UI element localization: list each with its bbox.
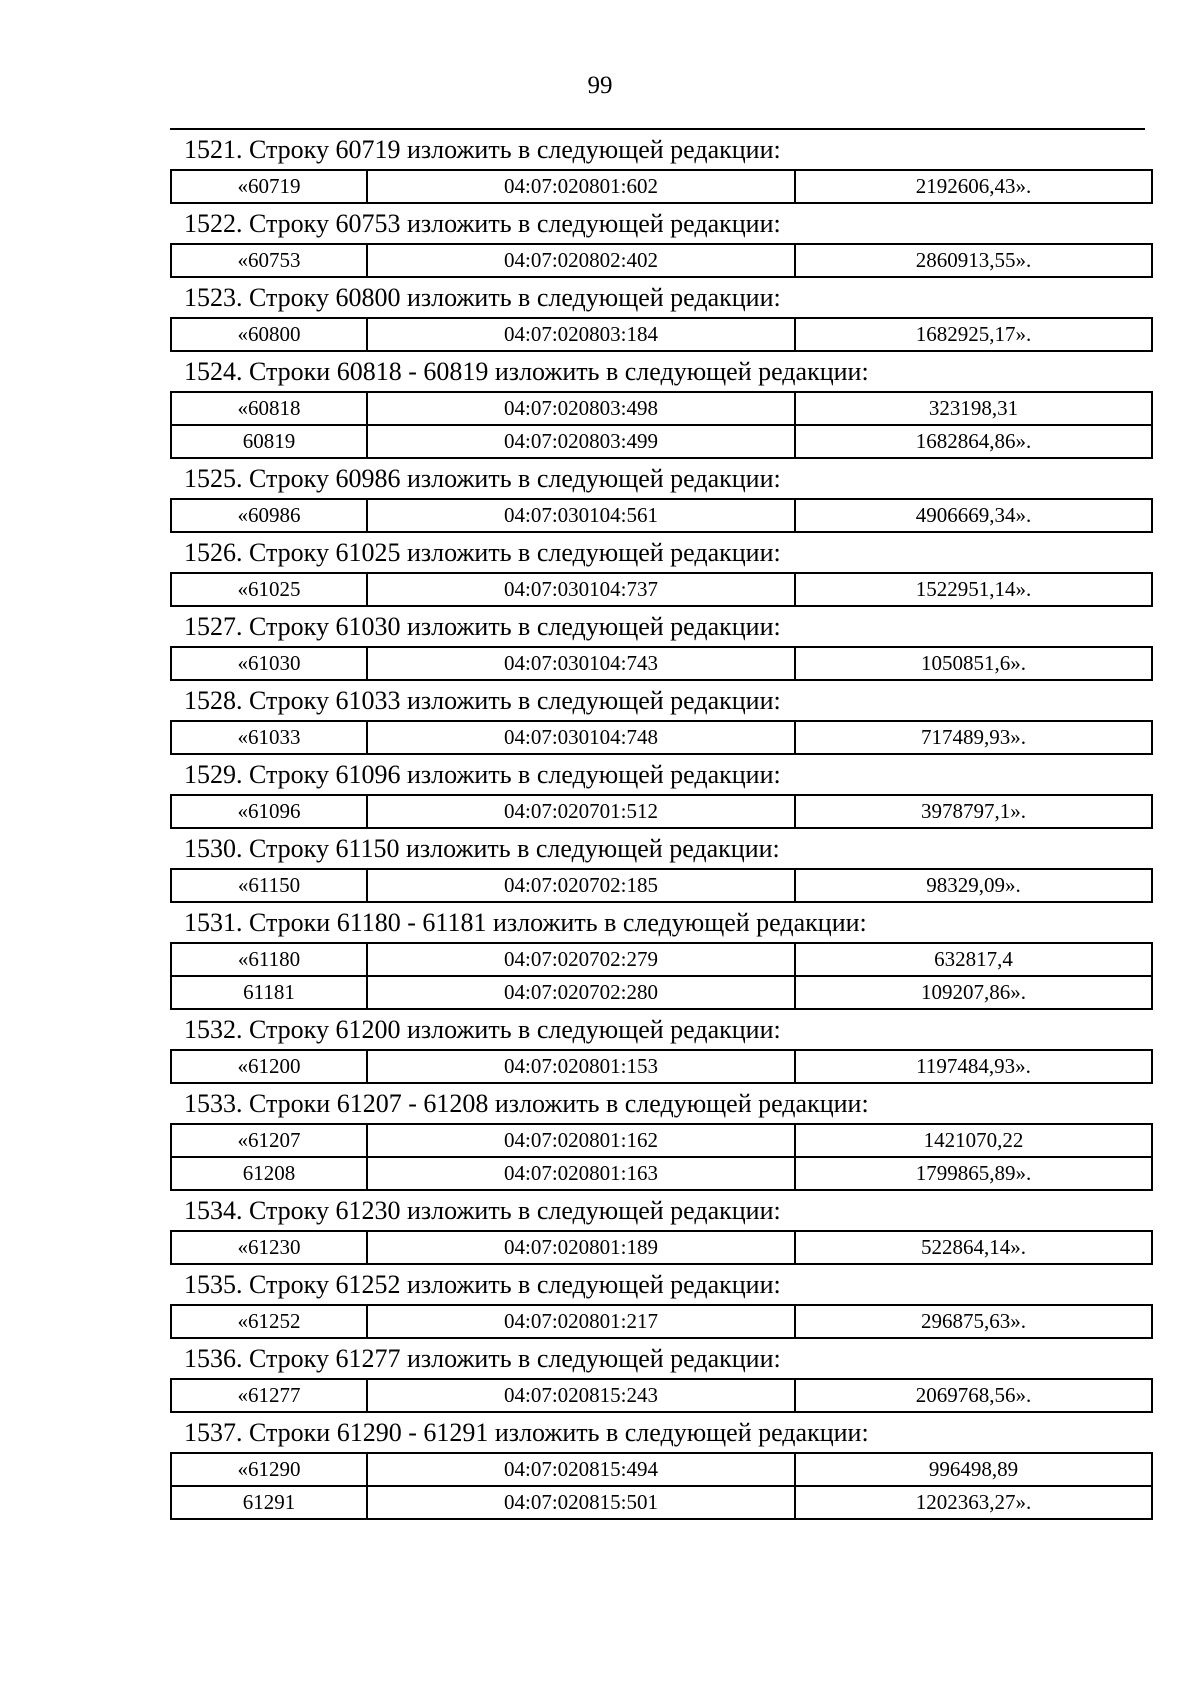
amendment-instruction: 1529. Строку 61096 изложить в следующей редакции: <box>184 760 781 789</box>
header-rule <box>170 128 1145 130</box>
amendment-table <box>170 868 1153 903</box>
table-row <box>171 1050 1152 1083</box>
amendment-block <box>170 465 1145 533</box>
amendment-instruction: 1535. Строку 61252 изложить в следующей редакции: <box>184 1270 781 1299</box>
amendment-block <box>170 539 1145 607</box>
row-number-cell: «61252 <box>171 1305 367 1338</box>
row-number-cell: «60818 <box>171 392 367 425</box>
amendments-list <box>170 136 1145 1526</box>
value-cell: 98329,09». <box>795 869 1152 902</box>
amendment-table <box>170 1304 1153 1339</box>
value-cell: 296875,63». <box>795 1305 1152 1338</box>
table-row <box>171 573 1152 606</box>
amendment-block <box>170 136 1145 204</box>
table-row <box>171 943 1152 976</box>
amendment-table <box>170 720 1153 755</box>
table-row <box>171 1486 1152 1519</box>
cadastral-number-cell: 04:07:020702:280 <box>367 976 795 1009</box>
table-row <box>171 1379 1152 1412</box>
row-number-cell: «60800 <box>171 318 367 351</box>
cadastral-number-cell: 04:07:020802:402 <box>367 244 795 277</box>
table-row <box>171 1453 1152 1486</box>
amendment-block <box>170 687 1145 755</box>
cadastral-number-cell: 04:07:020801:163 <box>367 1157 795 1190</box>
table-row <box>171 1231 1152 1264</box>
cadastral-number-cell: 04:07:020815:501 <box>367 1486 795 1519</box>
amendment-instruction: 1524. Строки 60818 - 60819 изложить в следующей редакции: <box>184 357 869 386</box>
amendment-table <box>170 498 1153 533</box>
amendment-table <box>170 1378 1153 1413</box>
cadastral-number-cell: 04:07:020801:189 <box>367 1231 795 1264</box>
table-row <box>171 392 1152 425</box>
cadastral-number-cell: 04:07:030104:737 <box>367 573 795 606</box>
value-cell: 1682864,86». <box>795 425 1152 458</box>
amendment-table <box>170 1230 1153 1265</box>
amendment-instruction: 1527. Строку 61030 изложить в следующей редакции: <box>184 612 781 641</box>
cadastral-number-cell: 04:07:030104:743 <box>367 647 795 680</box>
value-cell: 717489,93». <box>795 721 1152 754</box>
amendment-instruction: 1537. Строки 61290 - 61291 изложить в следующей редакции: <box>184 1418 869 1447</box>
row-number-cell: «60986 <box>171 499 367 532</box>
amendment-instruction: 1532. Строку 61200 изложить в следующей редакции: <box>184 1015 781 1044</box>
amendment-table <box>170 646 1153 681</box>
table-row <box>171 976 1152 1009</box>
amendment-block <box>170 761 1145 829</box>
value-cell: 522864,14». <box>795 1231 1152 1264</box>
amendment-block <box>170 909 1145 1010</box>
row-number-cell: «61025 <box>171 573 367 606</box>
amendment-block <box>170 1090 1145 1191</box>
amendment-table <box>170 572 1153 607</box>
table-row <box>171 318 1152 351</box>
value-cell: 996498,89 <box>795 1453 1152 1486</box>
cadastral-number-cell: 04:07:020803:498 <box>367 392 795 425</box>
amendment-instruction: 1531. Строки 61180 - 61181 изложить в следующей редакции: <box>184 908 867 937</box>
cadastral-number-cell: 04:07:020702:279 <box>367 943 795 976</box>
amendment-block <box>170 613 1145 681</box>
table-row <box>171 795 1152 828</box>
row-number-cell: «61096 <box>171 795 367 828</box>
value-cell: 4906669,34». <box>795 499 1152 532</box>
cadastral-number-cell: 04:07:030104:561 <box>367 499 795 532</box>
row-number-cell: «61150 <box>171 869 367 902</box>
value-cell: 632817,4 <box>795 943 1152 976</box>
amendment-table <box>170 169 1153 204</box>
amendment-table <box>170 794 1153 829</box>
cadastral-number-cell: 04:07:030104:748 <box>367 721 795 754</box>
amendment-block <box>170 835 1145 903</box>
amendment-instruction: 1523. Строку 60800 изложить в следующей редакции: <box>184 283 781 312</box>
value-cell: 2192606,43». <box>795 170 1152 203</box>
cadastral-number-cell: 04:07:020801:217 <box>367 1305 795 1338</box>
row-number-cell: «61180 <box>171 943 367 976</box>
row-number-cell: «61207 <box>171 1124 367 1157</box>
cadastral-number-cell: 04:07:020803:184 <box>367 318 795 351</box>
table-row <box>171 244 1152 277</box>
value-cell: 1202363,27». <box>795 1486 1152 1519</box>
amendment-instruction: 1522. Строку 60753 изложить в следующей редакции: <box>184 209 781 238</box>
amendment-block <box>170 1345 1145 1413</box>
amendment-block <box>170 1016 1145 1084</box>
page-number: 99 <box>587 72 613 99</box>
amendment-table <box>170 1123 1153 1191</box>
row-number-cell: «60753 <box>171 244 367 277</box>
value-cell: 1682925,17». <box>795 318 1152 351</box>
table-row <box>171 721 1152 754</box>
row-number-cell: «60719 <box>171 170 367 203</box>
table-row <box>171 1124 1152 1157</box>
cadastral-number-cell: 04:07:020803:499 <box>367 425 795 458</box>
amendment-instruction: 1525. Строку 60986 изложить в следующей редакции: <box>184 464 781 493</box>
row-number-cell: 61208 <box>171 1157 367 1190</box>
table-row <box>171 647 1152 680</box>
amendment-instruction: 1521. Строку 60719 изложить в следующей редакции: <box>184 135 781 164</box>
value-cell: 1050851,6». <box>795 647 1152 680</box>
table-row <box>171 869 1152 902</box>
value-cell: 1197484,93». <box>795 1050 1152 1083</box>
cadastral-number-cell: 04:07:020801:602 <box>367 170 795 203</box>
amendment-instruction: 1533. Строки 61207 - 61208 изложить в следующей редакции: <box>184 1089 869 1118</box>
cadastral-number-cell: 04:07:020801:153 <box>367 1050 795 1083</box>
amendment-table <box>170 243 1153 278</box>
amendment-instruction: 1536. Строку 61277 изложить в следующей редакции: <box>184 1344 781 1373</box>
amendment-table <box>170 942 1153 1010</box>
row-number-cell: 61181 <box>171 976 367 1009</box>
amendment-instruction: 1526. Строку 61025 изложить в следующей редакции: <box>184 538 781 567</box>
amendment-block <box>170 358 1145 459</box>
row-number-cell: «61230 <box>171 1231 367 1264</box>
amendment-table <box>170 317 1153 352</box>
value-cell: 2069768,56». <box>795 1379 1152 1412</box>
amendment-block <box>170 210 1145 278</box>
value-cell: 1799865,89». <box>795 1157 1152 1190</box>
table-row <box>171 499 1152 532</box>
cadastral-number-cell: 04:07:020801:162 <box>367 1124 795 1157</box>
cadastral-number-cell: 04:07:020815:243 <box>367 1379 795 1412</box>
value-cell: 1522951,14». <box>795 573 1152 606</box>
amendment-table <box>170 1452 1153 1520</box>
value-cell: 323198,31 <box>795 392 1152 425</box>
row-number-cell: «61200 <box>171 1050 367 1083</box>
amendment-block <box>170 284 1145 352</box>
cadastral-number-cell: 04:07:020701:512 <box>367 795 795 828</box>
amendment-table <box>170 391 1153 459</box>
value-cell: 2860913,55». <box>795 244 1152 277</box>
table-row <box>171 1305 1152 1338</box>
amendment-instruction: 1528. Строку 61033 изложить в следующей редакции: <box>184 686 781 715</box>
cadastral-number-cell: 04:07:020702:185 <box>367 869 795 902</box>
amendment-instruction: 1534. Строку 61230 изложить в следующей редакции: <box>184 1196 781 1225</box>
table-row <box>171 425 1152 458</box>
amendment-block <box>170 1271 1145 1339</box>
table-row <box>171 1157 1152 1190</box>
row-number-cell: «61290 <box>171 1453 367 1486</box>
row-number-cell: «61030 <box>171 647 367 680</box>
value-cell: 3978797,1». <box>795 795 1152 828</box>
amendment-block <box>170 1197 1145 1265</box>
amendment-block <box>170 1419 1145 1520</box>
row-number-cell: 60819 <box>171 425 367 458</box>
row-number-cell: «61033 <box>171 721 367 754</box>
value-cell: 1421070,22 <box>795 1124 1152 1157</box>
table-row <box>171 170 1152 203</box>
cadastral-number-cell: 04:07:020815:494 <box>367 1453 795 1486</box>
amendment-instruction: 1530. Строку 61150 изложить в следующей редакции: <box>184 834 780 863</box>
value-cell: 109207,86». <box>795 976 1152 1009</box>
row-number-cell: «61277 <box>171 1379 367 1412</box>
row-number-cell: 61291 <box>171 1486 367 1519</box>
amendment-table <box>170 1049 1153 1084</box>
